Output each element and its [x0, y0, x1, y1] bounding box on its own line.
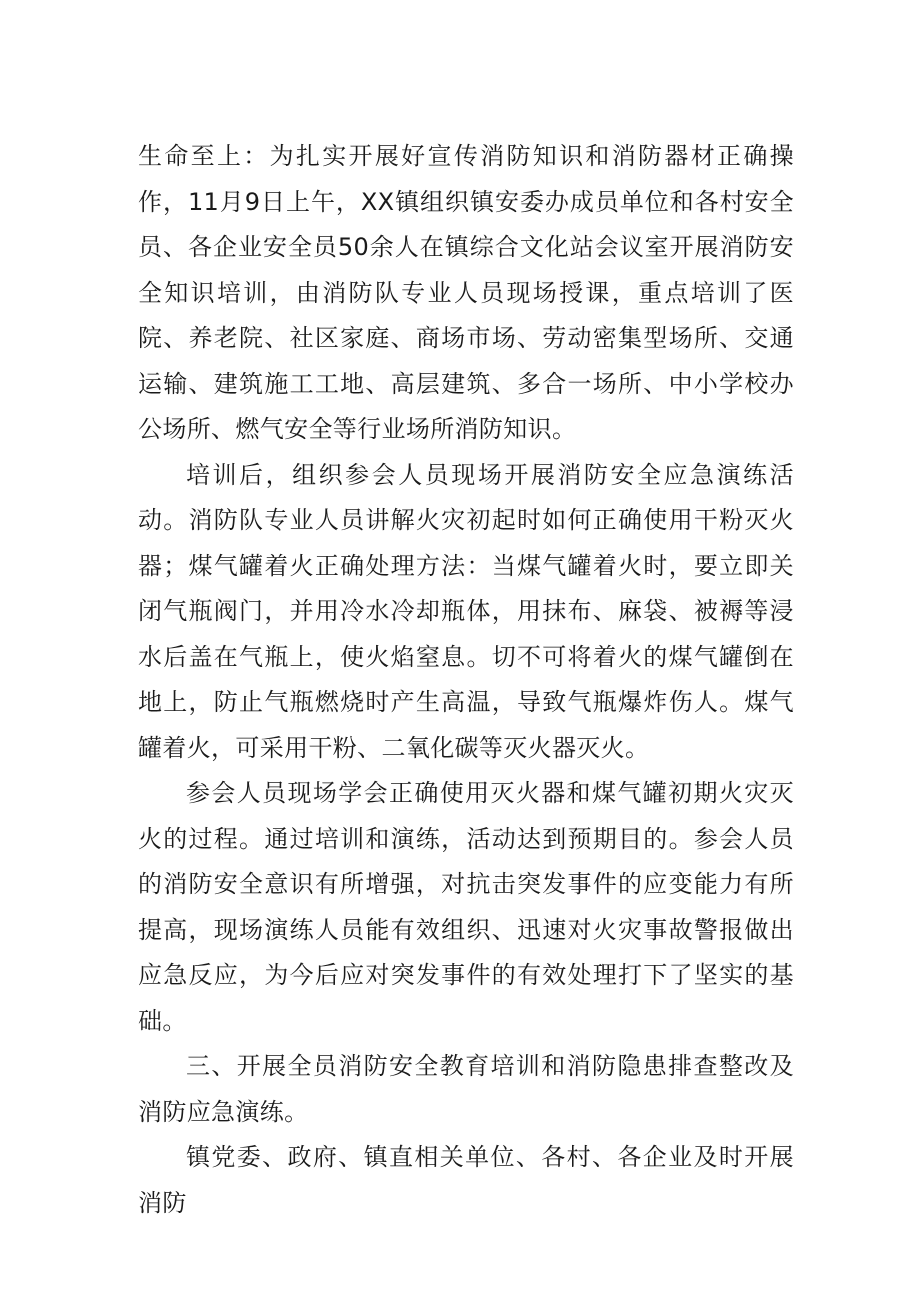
- paragraph-5: 镇党委、政府、镇直相关单位、各村、各企业及时开展消防: [138, 1143, 794, 1217]
- paragraph-1: 生命至上：为扎实开展好宣传消防知识和消防器材正确操作，11月9日上午，XX镇组织镇安委办成员单位和各村安全员、各企业安全员50余人在镇综合文化站会议室开展消防安全知识培训，由消防队专业人员现场授课，重点培训了医院、养老院、社区家庭、商场市场、劳动密集型场所、交通运输、建筑施工工地、高层建筑、多合一场所、中小学校办公场所、燃气安全等行业场所消防知识。: [138, 142, 794, 443]
- paragraph-2: 培训后，组织参会人员现场开展消防安全应急演练活动。消防队专业人员讲解火灾初起时如何正确使用干粉灭火器；煤气罐着火正确处理方法：当煤气罐着火时，要立即关闭气瓶阀门，并用冷水冷却瓶体，用抹布、麻袋、被褥等浸水后盖在气瓶上，使火焰窒息。切不可将着火的煤气罐倒在地上，防止气瓶燃烧时产生高温，导致气瓶爆炸伤人。煤气罐着火，可采用干粉、二氧化碳等灭火器灭火。: [138, 460, 794, 762]
- paragraph-3: 参会人员现场学会正确使用灭火器和煤气罐初期火灾灭火的过程。通过培训和演练，活动达到预期目的。参会人员的消防安全意识有所增强，对抗击突发事件的应变能力有所提高，现场演练人员能有效组织、迅速对火灾事故警报做出应急反应，为今后应对突发事件的有效处理打下了坚实的基础。: [138, 779, 794, 1035]
- document-body: [138, 134, 794, 1226]
- section-heading: 三、开展全员消防安全教育培训和消防隐患排查整改及消防应急演练。: [138, 1052, 794, 1126]
